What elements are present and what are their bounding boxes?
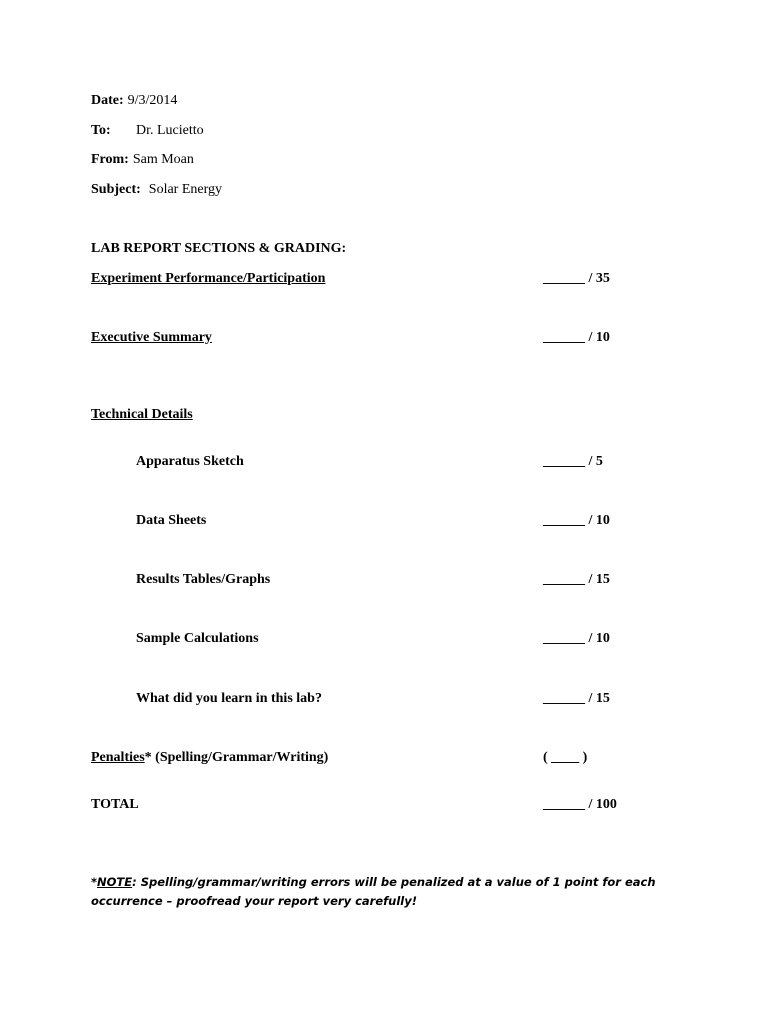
- note-text: : Spelling/grammar/writing errors will be penalized at a value of 1 point for each occurrence – proofread your report very carefully!: [91, 875, 656, 908]
- learn-label: What did you learn in this lab?: [136, 691, 322, 706]
- proofreading-note: [91, 873, 691, 911]
- data-sheets-label: Data Sheets: [136, 513, 207, 528]
- results-tables-score: ______ / 15: [543, 572, 610, 587]
- note-asterisk: *: [91, 875, 98, 889]
- note-keyword: NOTE: [97, 875, 133, 889]
- total-label: TOTAL: [91, 797, 139, 812]
- apparatus-sketch-score: ______ / 5: [543, 454, 603, 469]
- date-line: [91, 93, 177, 109]
- from-value: Sam Moan: [132, 152, 194, 167]
- sample-calculations-score: ______ / 10: [543, 631, 610, 646]
- penalties-label: Penalties: [91, 750, 145, 765]
- from-label: From:: [91, 152, 129, 167]
- technical-details-label: Technical Details: [91, 407, 193, 422]
- executive-summary-label: Executive Summary: [91, 330, 212, 345]
- results-tables-label: Results Tables/Graphs: [136, 572, 271, 587]
- penalties-line: [91, 750, 328, 766]
- date-label: Date:: [91, 93, 124, 108]
- penalties-score: ( ____ ): [543, 750, 588, 765]
- experiment-label: Experiment Performance/Participation: [91, 271, 326, 286]
- experiment-score: ______ / 35: [543, 271, 610, 286]
- sections-heading: LAB REPORT SECTIONS & GRADING:: [91, 241, 347, 256]
- subject-line: [91, 182, 222, 198]
- penalties-suffix: * (Spelling/Grammar/Writing): [144, 750, 329, 765]
- to-value: Dr. Lucietto: [136, 123, 204, 138]
- data-sheets-score: ______ / 10: [543, 513, 610, 528]
- learn-score: ______ / 15: [543, 691, 610, 706]
- date-value: 9/3/2014: [127, 93, 178, 108]
- to-line: [91, 123, 204, 139]
- subject-label: Subject:: [91, 182, 141, 197]
- subject-value: Solar Energy: [148, 182, 223, 197]
- total-score: ______ / 100: [543, 797, 617, 812]
- sample-calculations-label: Sample Calculations: [136, 631, 259, 646]
- executive-summary-score: ______ / 10: [543, 330, 610, 345]
- apparatus-sketch-label: Apparatus Sketch: [136, 454, 244, 469]
- to-label: To:: [91, 123, 111, 138]
- from-line: [91, 152, 194, 168]
